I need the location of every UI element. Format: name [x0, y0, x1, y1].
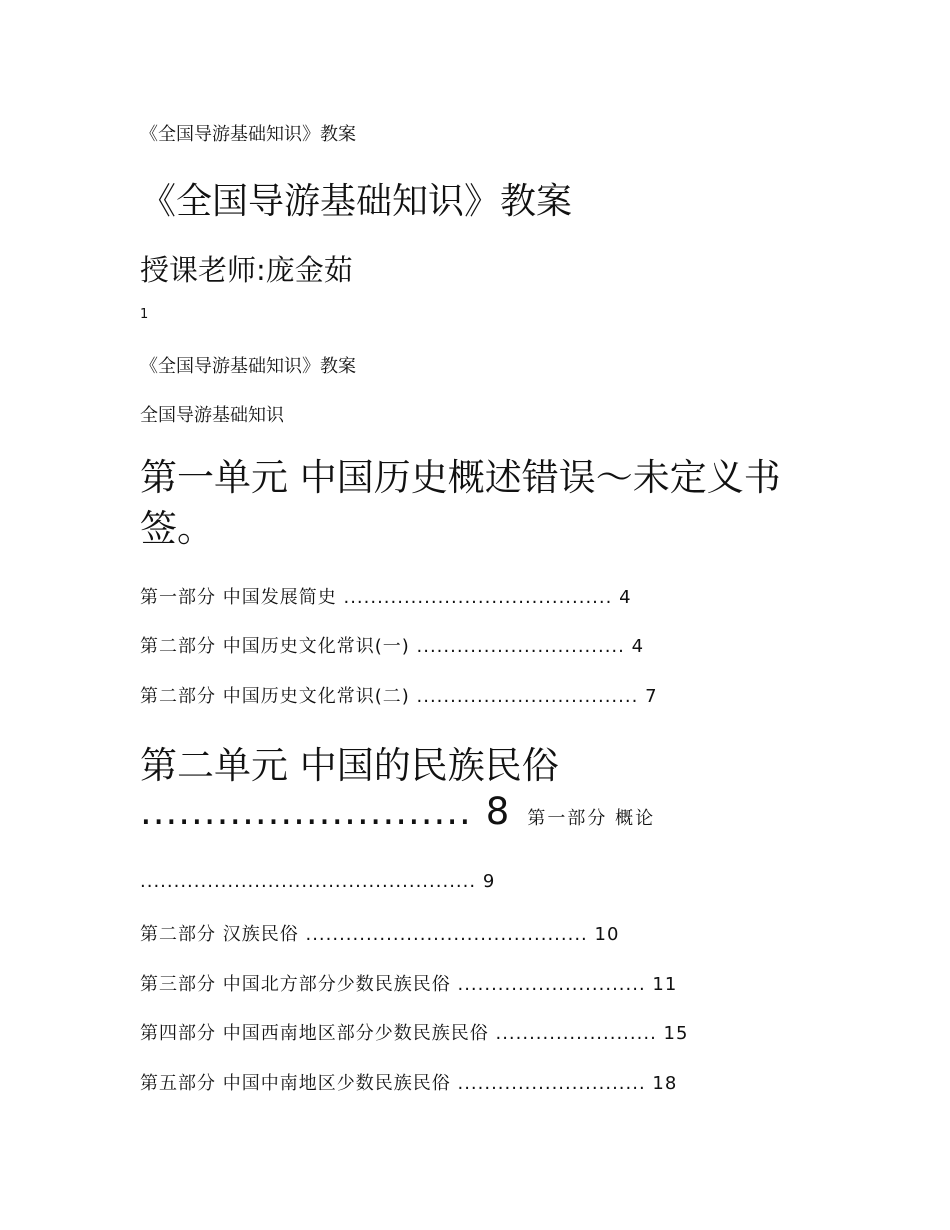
toc-entry[interactable]: [140, 682, 658, 708]
toc-entry-label: 第四部分 中国西南地区部分少数民族民俗: [140, 1023, 489, 1044]
toc-leader-dots: ...............................: [416, 636, 625, 657]
toc-entry[interactable]: [140, 871, 495, 892]
toc-leader-dots: ........................................: [343, 587, 613, 608]
toc-page-number: 8: [485, 790, 510, 833]
toc-leader-dots: ............................: [457, 974, 646, 995]
toc-page-number: 15: [663, 1023, 689, 1044]
subject-heading: 全国导游基础知识: [140, 405, 284, 426]
toc-page-number: 7: [645, 686, 658, 707]
toc-entry-label: 第二部分 中国历史文化常识(二): [140, 686, 410, 707]
document-title: 《全国导游基础知识》教案: [140, 181, 573, 222]
toc-entry[interactable]: [140, 920, 619, 946]
toc-entry-label: 第二部分 中国历史文化常识(一): [140, 636, 410, 657]
toc-entry[interactable]: [140, 1069, 677, 1095]
toc-leader-dots: ............................: [457, 1073, 646, 1094]
toc-page-number: 9: [482, 871, 496, 892]
toc-leader-dots: ..........................: [140, 790, 472, 833]
toc-entry-label: 第三部分 中国北方部分少数民族民俗: [140, 974, 451, 995]
toc-page-number: 4: [631, 636, 645, 657]
teacher-name: 授课老师:庞金茹: [140, 253, 353, 287]
toc-leader-dots: ..................................................: [140, 871, 477, 892]
toc-entry-label: 第一部分 概论: [527, 808, 656, 829]
toc-entry[interactable]: [140, 1019, 688, 1045]
toc-page-number: 11: [652, 974, 678, 995]
toc-leader-dots: ..........................................: [305, 924, 588, 945]
toc-entry[interactable]: [140, 970, 677, 996]
toc-entry[interactable]: [140, 583, 632, 609]
unit-1-heading: 第一单元 中国历史概述错误～未定义书签。: [140, 456, 781, 550]
toc-entry[interactable]: [140, 632, 644, 658]
toc-page-number: 4: [619, 587, 632, 608]
toc-entry-label: 第一部分 中国发展简史: [140, 587, 337, 608]
toc-entry-label: 第二部分 汉族民俗: [140, 924, 299, 945]
page-header: 《全国导游基础知识》教案: [140, 124, 356, 145]
toc-leader-dots: ........................: [495, 1023, 657, 1044]
toc-leader-dots: .................................: [416, 686, 639, 707]
unit-2-toc-line[interactable]: [140, 790, 655, 833]
unit-2-heading: 第二单元 中国的民族民俗: [140, 744, 559, 787]
toc-entry-label: 第五部分 中国中南地区少数民族民俗: [140, 1073, 451, 1094]
toc-page-number: 18: [652, 1073, 678, 1094]
toc-page-number: 10: [594, 924, 620, 945]
page-header-2: 《全国导游基础知识》教案: [140, 356, 356, 377]
page-number: 1: [140, 307, 149, 322]
